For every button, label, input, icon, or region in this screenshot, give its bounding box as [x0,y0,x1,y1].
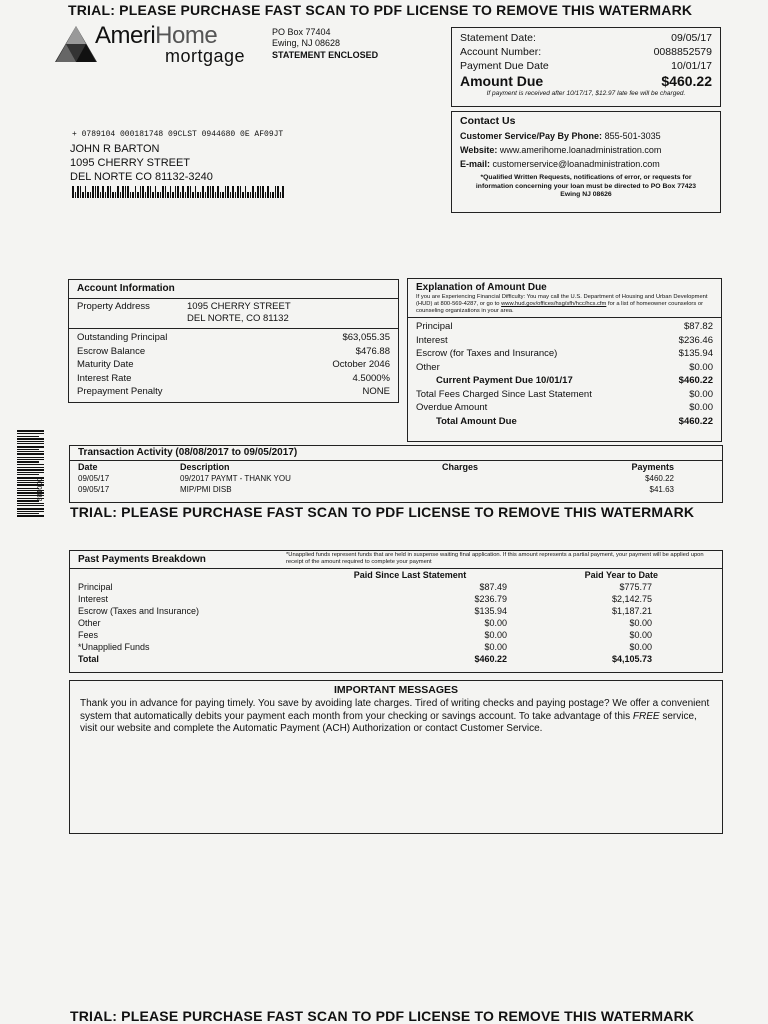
col-date: Date [78,462,98,472]
transaction-title: Transaction Activity (08/08/2017 to 09/05/2017) [70,446,722,461]
watermark-bottom: TRIAL: PLEASE PURCHASE FAST SCAN TO PDF LICENSE TO REMOVE THIS WATERMARK [70,1008,695,1024]
unapplied-note: *Unapplied funds represent funds that are held in suspense waiting final application. If this amount represents a partial payment, your payment will be applied upon receipt of the amount required to complete your payment [286,552,704,565]
col-charges: Charges [442,462,479,472]
table-row: Other $0.00 $0.00 [78,618,652,628]
account-info-row: Interest Rate 4.5000% [77,372,390,384]
important-messages-box [69,680,723,834]
table-row: Escrow (Taxes and Insurance) $135.94 $1,187.21 [78,606,652,616]
account-info-row: Maturity Date October 2046 [77,359,390,370]
recipient-address: JOHN R BARTON 1095 CHERRY STREET DEL NORTE CO 81132-3240 [70,143,213,183]
table-row: 09/05/17 MIP/PMI DISB $41.63 [78,485,674,494]
logo-triangles-icon [55,26,97,62]
transaction-activity-box [69,445,723,503]
table-row: 09/05/17 09/2017 PAYMT - THANK YOU $460.22 [78,474,674,483]
hud-note: If you are Experiencing Financial Difficulty: You may call the U.S. Department of Housing and Urban Development (HUD) at 800-569-4287, or go to www.hud.gov/offices/hsg/sfh/hcc/hcs.cfm for a list of homeowner counselors or counseling organizations in your area. [416,294,708,314]
logo-subtitle: mortgage [165,46,246,66]
sender-address: PO Box 77404 Ewing, NJ 08628 STATEMENT ENCLOSED [272,27,379,60]
past-payments-title: Past Payments Breakdown [78,554,206,565]
explanation-row: Interest $236.46 [416,334,713,346]
hud-link[interactable]: www.hud.gov/offices/hsg/sfh/hcc/hcs.cfm [501,301,607,307]
table-row: Interest $236.79 $2,142.75 [78,594,652,604]
messages-body: Thank you in advance for paying timely. You save by avoiding late charges. Tired of writing checks and paying postage? We offer a convenient system that automatically debits your payment each month from your checking or savings account. To take advantage of this FREE service, visit our website and complete the Automatic Payment (ACH) Authorization or contact Customer Service. [80,698,710,734]
col-description: Description [180,462,230,472]
contact-title: Contact Us [460,115,516,127]
account-info-row: Prepayment Penalty NONE [77,386,390,397]
contact-box: Contact Us Customer Service/Pay By Phone: 855-501-3035 Website: www.amerihome.loanadministration.com E-mail: customerservice@loanadministration.com *Qualified Written Requests, notifications of error, or requests for information concerning your loan must be directed to PO Box 77423 Ewing NJ 08626 [451,111,721,213]
logo-wordmark: AmeriHome [95,22,218,49]
watermark-middle: TRIAL: PLEASE PURCHASE FAST SCAN TO PDF LICENSE TO REMOVE THIS WATERMARK [70,504,695,520]
past-payments-box [69,550,723,673]
transaction-table [70,461,722,495]
account-info-title: Account Information [69,280,398,299]
amerihome-logo [55,24,265,68]
explanation-row: Principal $87.82 [416,321,713,332]
postal-barcode [72,186,285,198]
col-payments: Payments [631,462,674,472]
account-information-box: Account Information Property Address 1095 CHERRY STREET DEL NORTE, CO 81132 Outstanding Principal $63,055.35 Escrow Balance $476.88 Maturity Date October 2046 Interest Rate 4.5000% Prepayment Penalty NONE [68,279,399,403]
explanation-title: Explanation of Amount Due [416,282,547,293]
watermark-top: TRIAL: PLEASE PURCHASE FAST SCAN TO PDF LICENSE TO REMOVE THIS WATERMARK [68,2,693,18]
late-fee-note: If payment is received after 10/17/17, $12.97 late fee will be charged. [486,90,686,97]
side-code: 000182 [35,478,42,502]
explanation-row: Other $0.00 [416,361,713,373]
account-info-row: Escrow Balance $476.88 [77,345,390,357]
table-row: Principal $87.49 $775.77 [78,582,652,592]
qwr-note: *Qualified Written Requests, notifications of error, or requests for information concerning your loan must be directed to PO Box 77423 Ewing NJ 08626 [475,174,697,198]
account-info-row: Outstanding Principal $63,055.35 [77,332,390,343]
explanation-row: Escrow (for Taxes and Insurance) $135.94 [416,348,713,359]
explanation-box: Explanation of Amount Due If you are Experiencing Financial Difficulty: You may call the U.S. Department of Housing and Urban Development (HUD) at 800-569-4287, or go to www.hud.gov/offices/hsg/sfh/hcc/hcs.cfm for a list of homeowner counselors or counseling organizations in your area. Principal $87.82 Interest $236.46 Escrow (for Taxes and Insurance) $135.94 Other $0.00 Current Payment Due 10/01/17 $460.22 Total Fees Charged Since Last Statement $0.00 Overdue Amount $0.00 Total Amount Due $460.22 [407,278,722,442]
past-payments-table: Paid Since Last Statement Paid Year to Date Principal $87.49 $775.77 Interest $236.79 $2,142.75 Escrow (Taxes and Insurance) $135.94 $1,187.21 Other $0.00 $0.00 Fees $0.00 $0.00 *Unapplied Funds $0.00 $0.00 Total $460.22 $4,105.73 [70,569,722,665]
table-row: Fees $0.00 $0.00 [78,630,652,640]
statement-summary-box: Statement Date: 09/05/17 Account Number: 0088852579 Payment Due Date 10/01/17 Amount Due $460.22 If payment is received after 10/17/17, $12.97 late fee will be charged. [451,27,721,107]
email-link[interactable]: customerservice@loanadministration.com [492,159,660,169]
scan-line: + 0789104 000181748 09CLST 0944680 0E AF09JT [72,130,284,139]
col-paid-ytd: Paid Year to Date [584,570,658,580]
messages-title: IMPORTANT MESSAGES [333,684,459,696]
website-link[interactable]: www.amerihome.loanadministration.com [499,145,662,155]
col-paid-since: Paid Since Last Statement [353,570,467,580]
table-row: *Unapplied Funds $0.00 $0.00 [78,642,652,652]
